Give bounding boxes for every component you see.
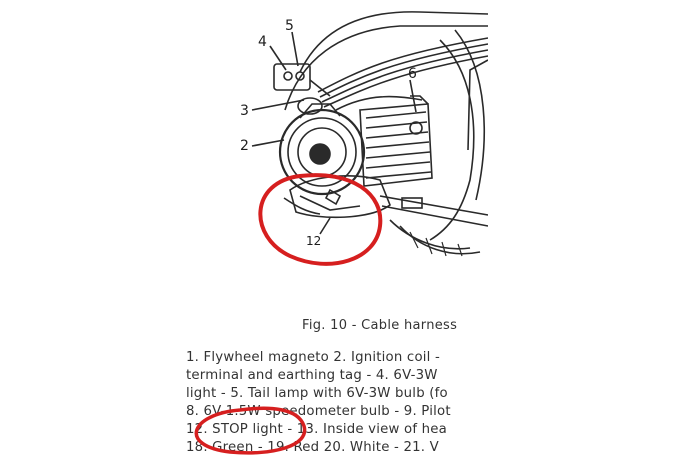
leader-5 [292, 32, 298, 66]
callout-4: 4 [258, 34, 267, 50]
swing-arm [380, 196, 488, 215]
callout-2: 2 [240, 138, 249, 154]
leader-4 [270, 46, 286, 70]
leader-2 [252, 140, 284, 146]
legend-line: 18. Green - 19. Red 20. White - 21. V [186, 440, 439, 455]
callout-6: 6 [408, 66, 417, 82]
cable-bundle-2 [320, 44, 488, 97]
figure-caption: Fig. 10 - Cable harness [302, 318, 458, 333]
legend-block [186, 349, 488, 475]
cylinder-fins [360, 104, 432, 186]
rear-panel-curve [430, 40, 474, 240]
page-margin [488, 0, 687, 475]
flywheel-hub [310, 144, 330, 164]
cable-bundle-4 [324, 56, 488, 107]
legend-line: 1. Flywheel magneto 2. Ignition coil - [186, 350, 440, 365]
legend-line: light - 5. Tail lamp with 6V-3W bulb (fo [186, 386, 448, 401]
legend-line: 12. STOP light - 13. Inside view of hea [186, 422, 448, 437]
leader-12 [320, 218, 330, 234]
callout-12: 12 [306, 234, 322, 248]
cable-bundle-1 [318, 38, 488, 92]
legend-line: terminal and earthing tag - 4. 6V-3W [186, 368, 438, 383]
callout-3: 3 [240, 103, 249, 119]
legend-line: 8. 6V-1.5W speedometer bulb - 9. Pilot [186, 404, 451, 419]
body-shell-outline [300, 12, 488, 72]
callout-5: 5 [285, 18, 294, 34]
leader-3 [252, 100, 304, 110]
